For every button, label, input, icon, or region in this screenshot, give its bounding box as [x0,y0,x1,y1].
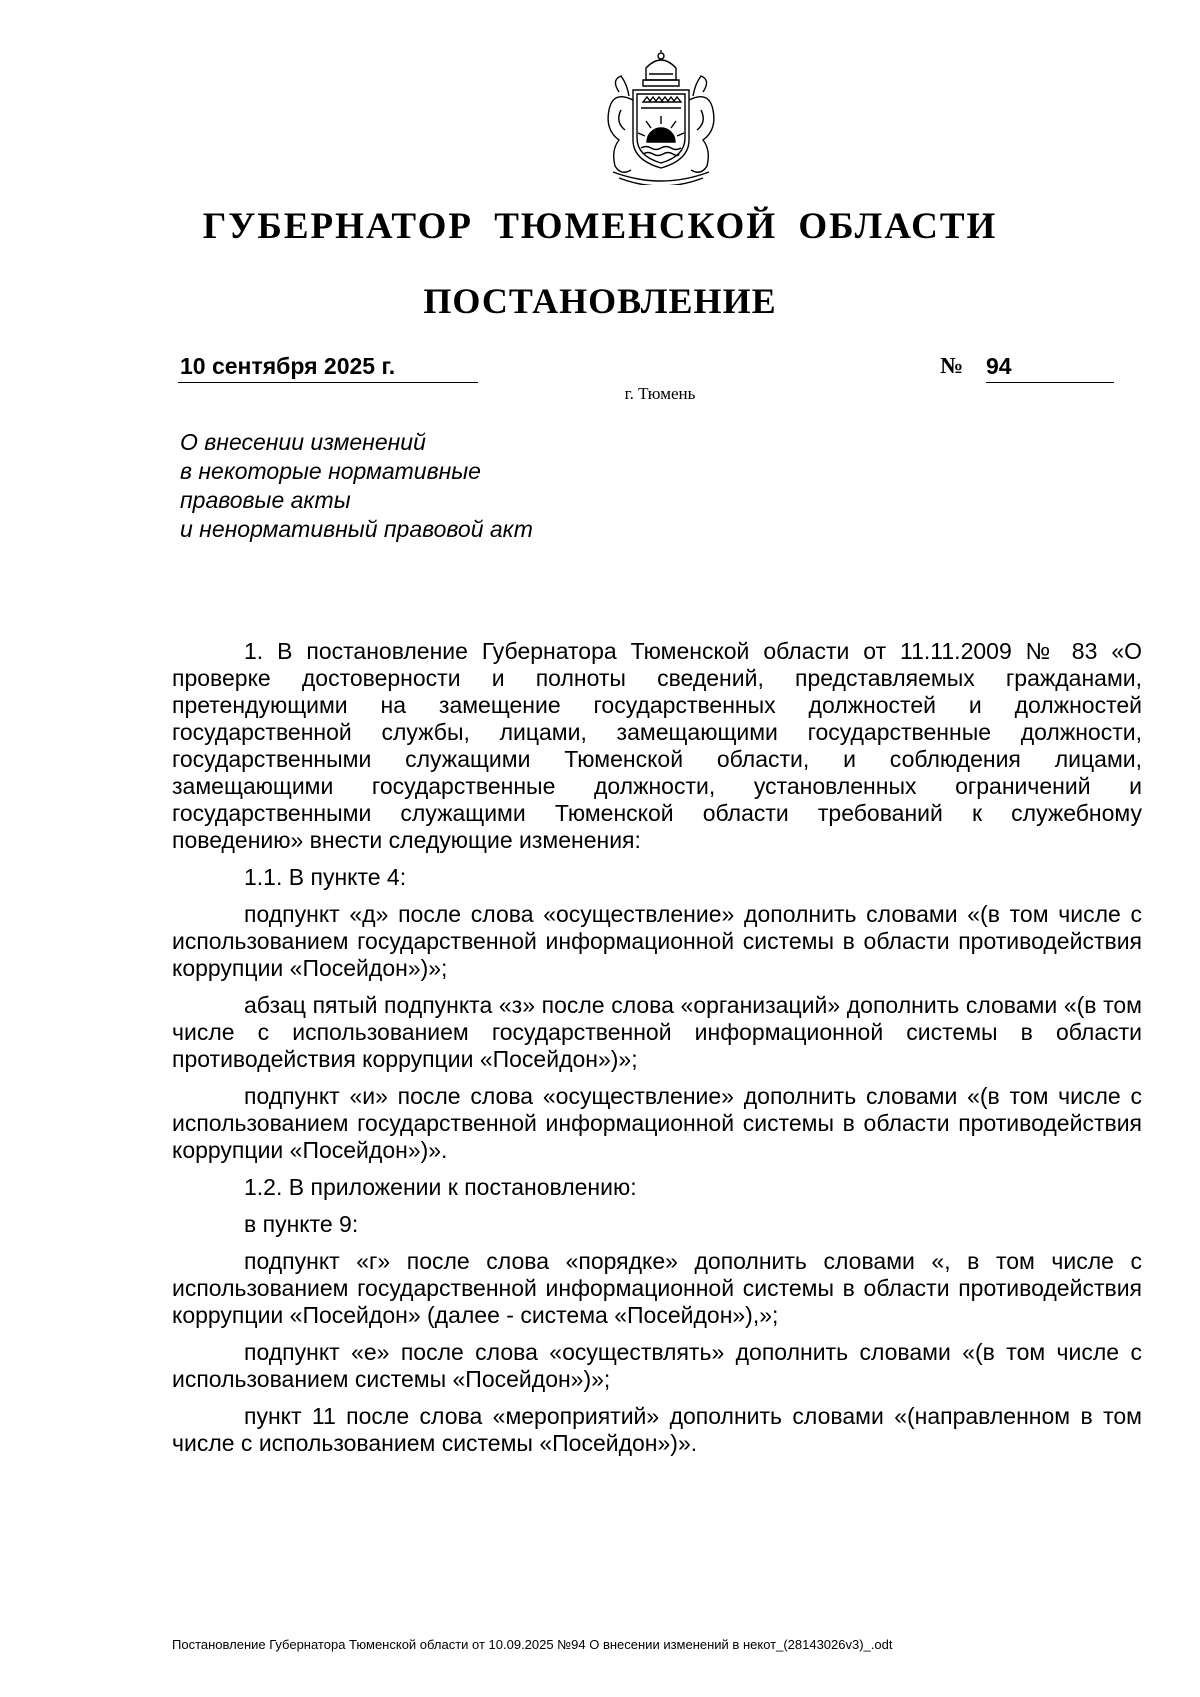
paragraph: пункт 11 после слова «мероприятий» дополнить словами «(направленном в том числе с использованием системы «Посейдон»)». [172,1403,1142,1456]
document-type: ПОСТАНОВЛЕНИЕ [423,281,777,321]
document-number: 94 [986,352,1114,383]
subject-line: в некоторые нормативные [180,458,481,484]
paragraph: в пункте 9: [244,1211,359,1237]
paragraph: абзац пятый подпункта «з» после слова «организаций» дополнить словами «(в том числе с использованием государственной информационной системы в области противодействия коррупции «Посейдон»)»; [172,992,1142,1072]
subject-line: О внесении изменений [180,429,426,455]
paragraph: подпункт «е» после слова «осуществлять» дополнить словами «(в том числе с использованием системы «Посейдон»)»; [172,1339,1142,1392]
paragraph: подпункт «и» после слова «осуществление» дополнить словами «(в том числе с использованием государственной информационной системы в области противодействия коррупции «Посейдон»)». [172,1083,1142,1163]
paragraph: 1.1. В пункте 4: [244,864,407,890]
paragraph: подпункт «г» после слова «порядке» дополнить словами «, в том числе с использованием государственной информационной системы в области противодействия коррупции «Посейдон» (далее - система «Посейдон»),»; [172,1248,1142,1328]
paragraph: 1.2. В приложении к постановлению: [244,1174,637,1200]
subject-line: правовые акты [180,487,351,513]
document-subject [180,428,680,544]
paragraph: подпункт «д» после слова «осуществление» дополнить словами «(в том числе с использованием государственной информационной системы в области противодействия коррупции «Посейдон»)»; [172,901,1142,981]
number-label: № [940,353,964,378]
subject-line: и ненормативный правовой акт [180,516,533,542]
coat-of-arms-icon [591,50,731,185]
footer-filename: Постановление Губернатора Тюменской области от 10.09.2025 №94 О внесении изменений в некот_(28143026v3)_.odt [172,1637,893,1652]
document-body [172,638,1142,1467]
governor-title: ГУБЕРНАТОР ТЮМЕНСКОЙ ОБЛАСТИ [202,206,998,247]
document-date: 10 сентября 2025 г. [178,352,478,383]
city: г. Тюмень [624,384,696,403]
paragraph: 1. В постановление Губернатора Тюменской области от 11.11.2009 № 83 «О проверке достоверности и полноты сведений, представляемых гражданами, претендующими на замещение государственных должностей и должностей государственной службы, лицами, замещающими государственные должности, государственными служащими Тюменской области, и соблюдения лицами, замещающими государственные должности, установленных ограничений и государственными служащими Тюменской области требований к служебному поведению» внести следующие изменения: [172,638,1142,853]
